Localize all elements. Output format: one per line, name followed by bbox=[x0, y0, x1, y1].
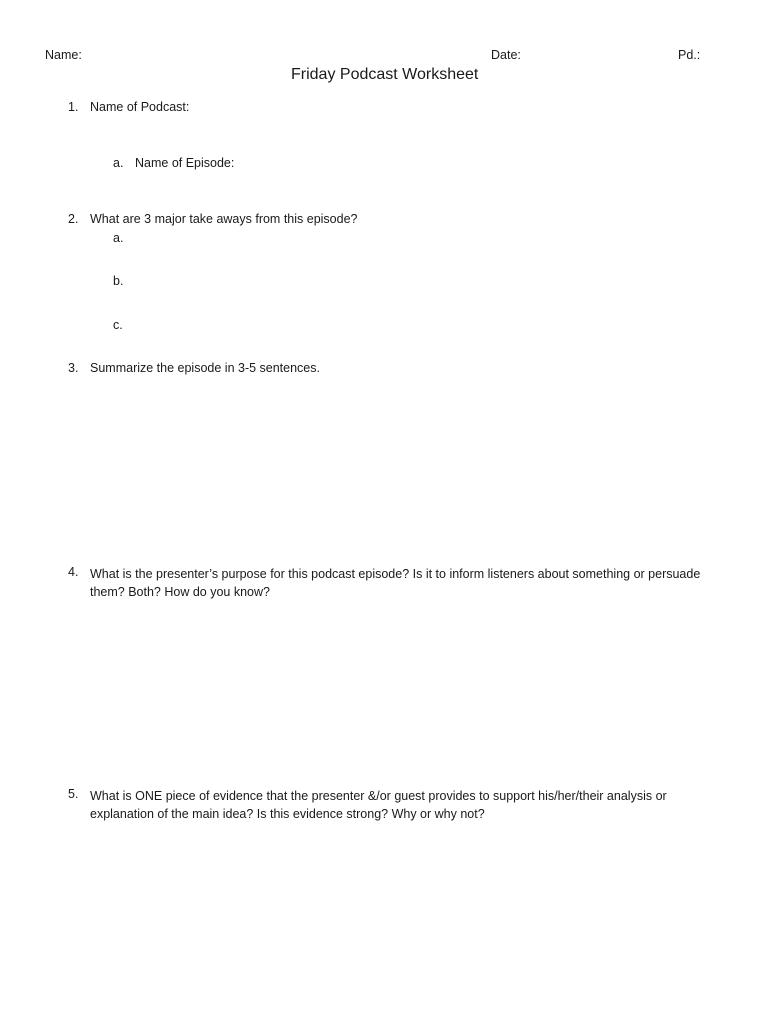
question-2-text: What are 3 major take aways from this episode? bbox=[90, 212, 358, 226]
question-4-text: What is the presenter’s purpose for this podcast episode? Is it to inform listeners about something or persuade them? Both? How do you know? bbox=[90, 567, 701, 599]
question-1-number: 1. bbox=[68, 100, 79, 114]
page-title: Friday Podcast Worksheet bbox=[291, 66, 479, 83]
question-5-text: What is ONE piece of evidence that the presenter &/or guest provides to support his/her/their analysis or explanation of the main idea? Is this evidence strong? Why or why not? bbox=[90, 789, 667, 821]
question-1-text: Name of Podcast: bbox=[90, 100, 190, 114]
question-2-number: 2. bbox=[68, 212, 79, 226]
question-4-number: 4. bbox=[68, 565, 79, 579]
question-2c-letter: c. bbox=[113, 318, 123, 332]
period-label: Pd.: bbox=[678, 48, 701, 62]
question-5-number: 5. bbox=[68, 787, 79, 801]
question-1a-letter: a. bbox=[113, 156, 124, 170]
question-1a-text: Name of Episode: bbox=[135, 156, 235, 170]
date-label: Date: bbox=[491, 48, 521, 62]
question-2b-letter: b. bbox=[113, 274, 124, 288]
question-2a-letter: a. bbox=[113, 231, 124, 245]
question-3-text: Summarize the episode in 3-5 sentences. bbox=[90, 361, 320, 375]
name-label: Name: bbox=[45, 48, 82, 62]
question-3-number: 3. bbox=[68, 361, 79, 375]
